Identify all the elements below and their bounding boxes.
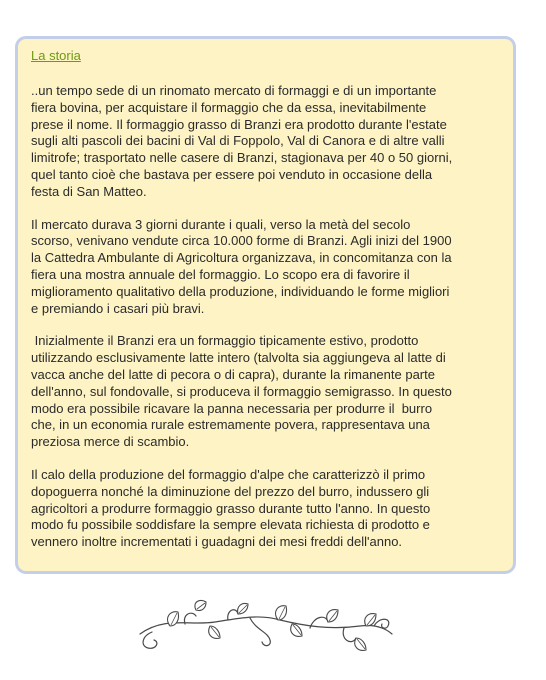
story-paragraph-2: Il mercato durava 3 giorni durante i quali, verso la metà del secolo scorso, venivano vendute circa 10.000 forme di Branzi. Agli inizi del 1900 la Cattedra Ambulante di Agricoltura organizzava, in concomitanza con la fiera una mostra annuale del formaggio. Lo scopo era di favorire il miglioramento qualitativo della produzione, individuando le forme migliori e premiando i casari più bravi. (31, 216, 452, 316)
story-paragraph-4: Il calo della produzione del formaggio d'alpe che caratterizzò il primo dopoguerra nonché la diminuzione del prezzo del burro, indussero gli agricoltori a produrre formaggio grasso durante tutto l'anno. In questo modo fu possibile soddisfare la sempre elevata richiesta di prodotto e vennero inoltre incrementati i guadagni dei mesi freddi dell'anno. (31, 466, 431, 550)
story-card (15, 36, 516, 574)
story-paragraph-3: Inizialmente il Branzi era un formaggio tipicamente estivo, prodotto utilizzando esclusivamente latte intero (talvolta sia aggiungeva al latte di vacca anche del latte di pecora o di capra), durante la rimanente parte dell'anno, sul fondovalle, si produceva il formaggio semigrasso. In questo modo era possibile ricavare la panna necessaria per produrre il burro che, in un economia rurale estremamente povera, rappresentava una preziosa merce di scambio. (31, 333, 452, 450)
vine-leaves-ornament-icon (130, 596, 400, 656)
story-title-link[interactable]: La storia (31, 48, 81, 63)
story-paragraph-1: ..un tempo sede di un rinomato mercato di formaggi e di un importante fiera bovina, per acquistare il formaggio che da essa, inevitabilmente prese il nome. Il formaggio grasso di Branzi era prodotto durante l'estate sugli alti pascoli dei bacini di Val di Foppolo, Val di Canora e di altre valli limitrofe; trasportato nelle casere di Branzi, stagionava per 40 o 50 giorni, quel tanto cioè che bastava per essere poi venduto in occasione della festa di San Matteo. (31, 83, 453, 199)
